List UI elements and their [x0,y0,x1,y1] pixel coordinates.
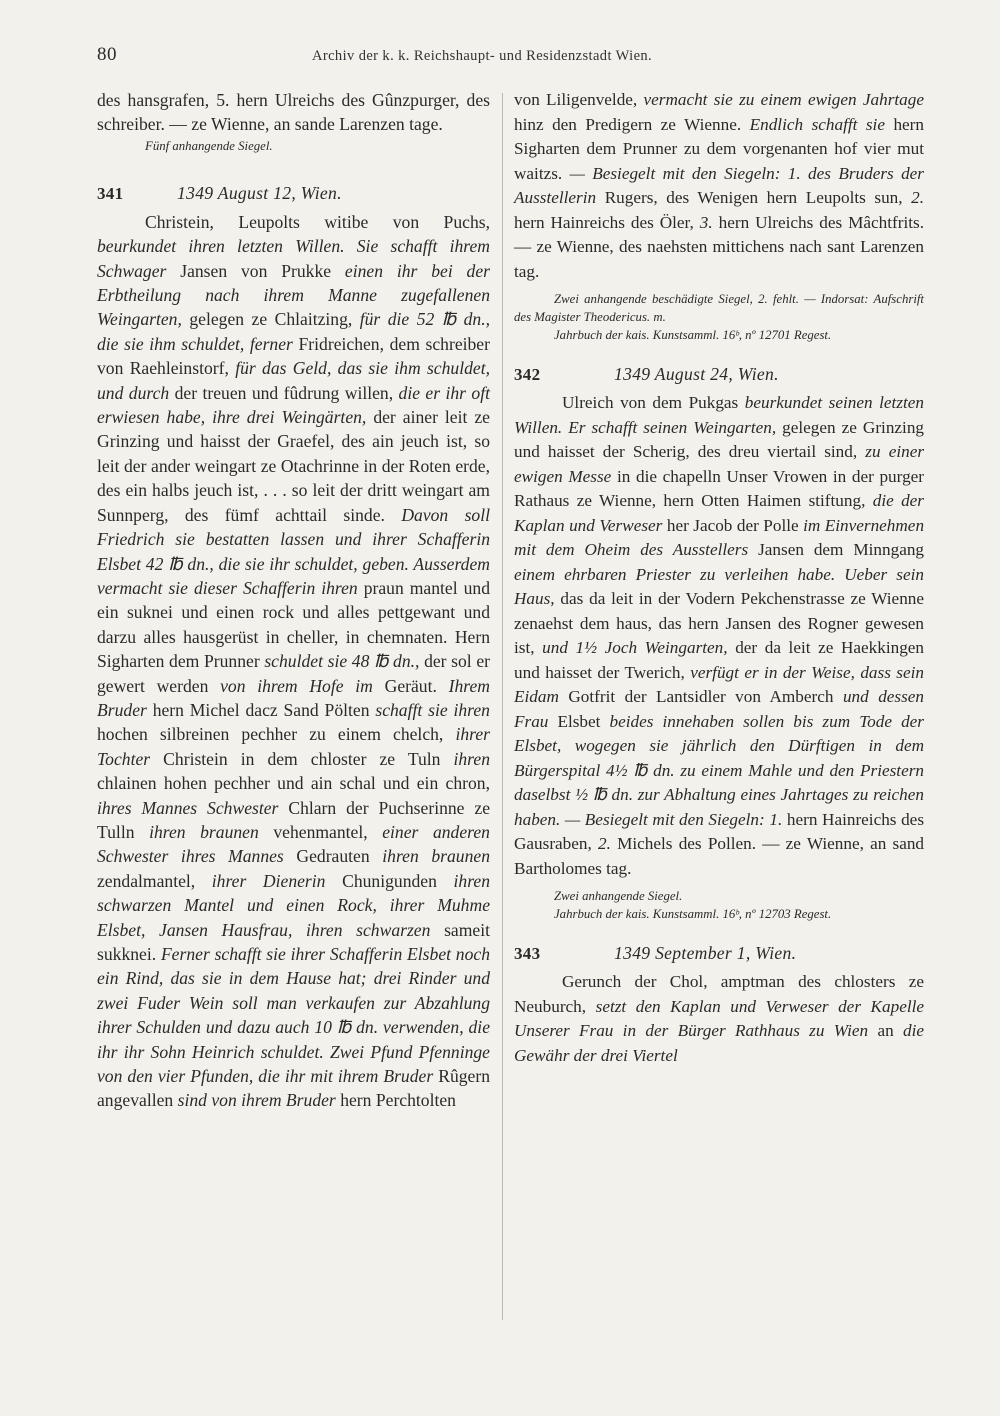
entry-number: 341 [97,183,124,203]
right-column [514,88,924,1068]
left-column [97,88,490,1113]
seal-note: Zwei anhangende Siegel. [554,889,683,903]
entry-343-heading [514,943,924,964]
reference-note: Jahrbuch der kais. Kunstsamml. 16ᵇ, nº 12703 Regest. [554,907,832,921]
continued-text: des hansgrafen, 5. hern Ulreichs des Gûnzpurger, des schreiber. — ze Wienne, an sande Larenzen tage. [97,90,490,135]
entry-date: 1349 August 24, Wien. [614,364,779,384]
entry-342-heading [514,364,924,385]
entry-date: 1349 September 1, Wien. [614,943,797,963]
entry-343-text: Gerunch der Chol, amptman des chlosters ze Neuburch, setzt den Kaplan und Verweser der Kapelle Unserer Frau in der Bürger Rathhaus zu Wien an die Gewähr der drei Viertel [514,972,925,1065]
entry-341-text: Christein, Leupolts witibe von Puchs, beurkundet ihren letzten Willen. Sie schafft ihrem Schwager Jansen von Prukke einen ihr bei der Erbtheilung nach ihrem Manne zugefallenen Weingarten, gelegen ze Chlaitzing, für die 52 ℔ dn., die sie ihm schuldet, ferner Fridreichen, dem schreiber von Raehleinstorf, für das Geld, das sie ihm schuldet, und durch der treuen und fûdrung willen, die er ihr oft erwiesen habe, ihre drei Weingärten, der ainer leit ze Grinzing und haisst der Graefel, des ain jeuch ist, so leit der ander weingart ze Otachrinne in der Roten erde, des ein halbs jeuch ist, . . . so leit der dritt weingart am Sunnperg, des fümf achttail sinde. Davon soll Friedrich sie bestatten lassen und ihrer Schafferin Elsbet 42 ℔ dn., die sie ihr schuldet, geben. Ausserdem vermacht sie dieser Schafferin ihren praun mantel und ein suknei und einen rock und alles pettgewant und darzu alles hausgerüst in cheller, in chemnaten. Hern Sigharten dem Prunner schuldet sie 48 ℔ dn., der sol er gewert werden von ihrem Hofe im Geräut. Ihrem Bruder hern Michel dacz Sand Pölten schafft sie ihren hochen silbreinen pechher zu einem chelch, ihrer Tochter Christein in dem chloster ze Tuln ihren chlainen hohen pechher und ain schal und ein chron, ihres Mannes Schwester Chlarn der Puchserinne ze Tulln ihren braunen vehenmantel, einer anderen Schwester ihres Mannes Gedrauten ihren braunen zendalmantel, ihrer Dienerin Chunigunden ihren schwarzen Mantel und einen Rock, ihrer Muhme Elsbet, Jansen Hausfrau, ihren schwarzen sameit sukknei. Ferner schafft sie ihrer Schafferin Elsbet noch ein Rind, das sie in dem Hause hat; drei Rinder und zwei Fuder Wein soll man verkaufen zur Abzahlung ihrer Schulden und dazu auch 10 ℔ dn. verwenden, die ihr ihr Sohn Heinrich schuldet. Zwei Pfund Pfenninge von den vier Pfunden, die ihr mit ihrem Bruder Rûgern angevallen sind von ihrem Bruder hern Perchtolten [97,211,491,1111]
entry-number: 342 [514,365,541,384]
entry-date: 1349 August 12, Wien. [177,182,342,203]
running-head: Archiv der k. k. Reichshaupt- und Residenzstadt Wien. [312,48,653,64]
reference-note: Jahrbuch der kais. Kunstsamml. 16ᵇ, nº 12701 Regest. [554,328,832,342]
entry-342-text: Ulreich von dem Pukgas beurkundet seinen letzten Willen. Er schafft seinen Weingarten, gelegen ze Grinzing und haisset der Scherig, des dreu viertail sind, zu einer ewigen Messe in die chapelln Unser Vrowen in der purger Rathaus ze Wienne, hern Otten Haimen stiftung, die der Kaplan und Verweser her Jacob der Polle im Einvernehmen mit dem Oheim des Ausstellers Jansen dem Minngang einem ehrbaren Priester zu verleihen habe. Ueber sein Haus, das da leit in der Vodern Pekchenstrasse ze Wienne zenaehst dem haus, das hern Jansen des Rogner gewesen ist, und 1½ Joch Weingarten, der da leit ze Haekkingen und haisset der Twerich, verfügt er in der Weise, dass sein Eidam Gotfrit der Lantsidler von Amberch und dessen Frau Elsbet beides innehaben sollen bis zum Tode der Elsbet, wogegen sie jährlich den Dürftigen in dem Bürgerspital 4½ ℔ dn. zu einem Mahle und den Priestern daselbst ½ ℔ dn. zur Abhaltung eines Jahrtages zu reichen haben. — Besiegelt mit den Siegeln: 1. hern Hainreichs des Gausraben, 2. Michels des Pollen. — ze Wienne, an sand Bartholomes tag. [514,393,925,878]
page-number: 80 [97,44,117,65]
seal-note: Zwei anhangende beschädigte Siegel, 2. fehlt. — Indorsat: Aufschrift des Magister Theodericus. m. [514,292,924,324]
entry-341-continued: von Liligenvelde, vermacht sie zu einem ewigen Jahrtage hinz den Predigern ze Wienne. Endlich schafft sie hern Sigharten dem Prunner zu dem vorgenanten hof vier mut waitzs. — Besiegelt mit den Siegeln: 1. des Bruders der Ausstellerin Rugers, des Wenigen hern Leupolts sun, 2. hern Hainreichs des Öler, 3. hern Ulreichs des Mâchtfrits. — ze Wienne, des naehsten mittichens nach sant Larenzen tag. [514,90,925,281]
entry-number: 343 [514,944,541,963]
column-divider [502,93,503,1320]
seal-note: Fünf anhangende Siegel. [145,138,273,153]
entry-341-heading [97,183,490,204]
